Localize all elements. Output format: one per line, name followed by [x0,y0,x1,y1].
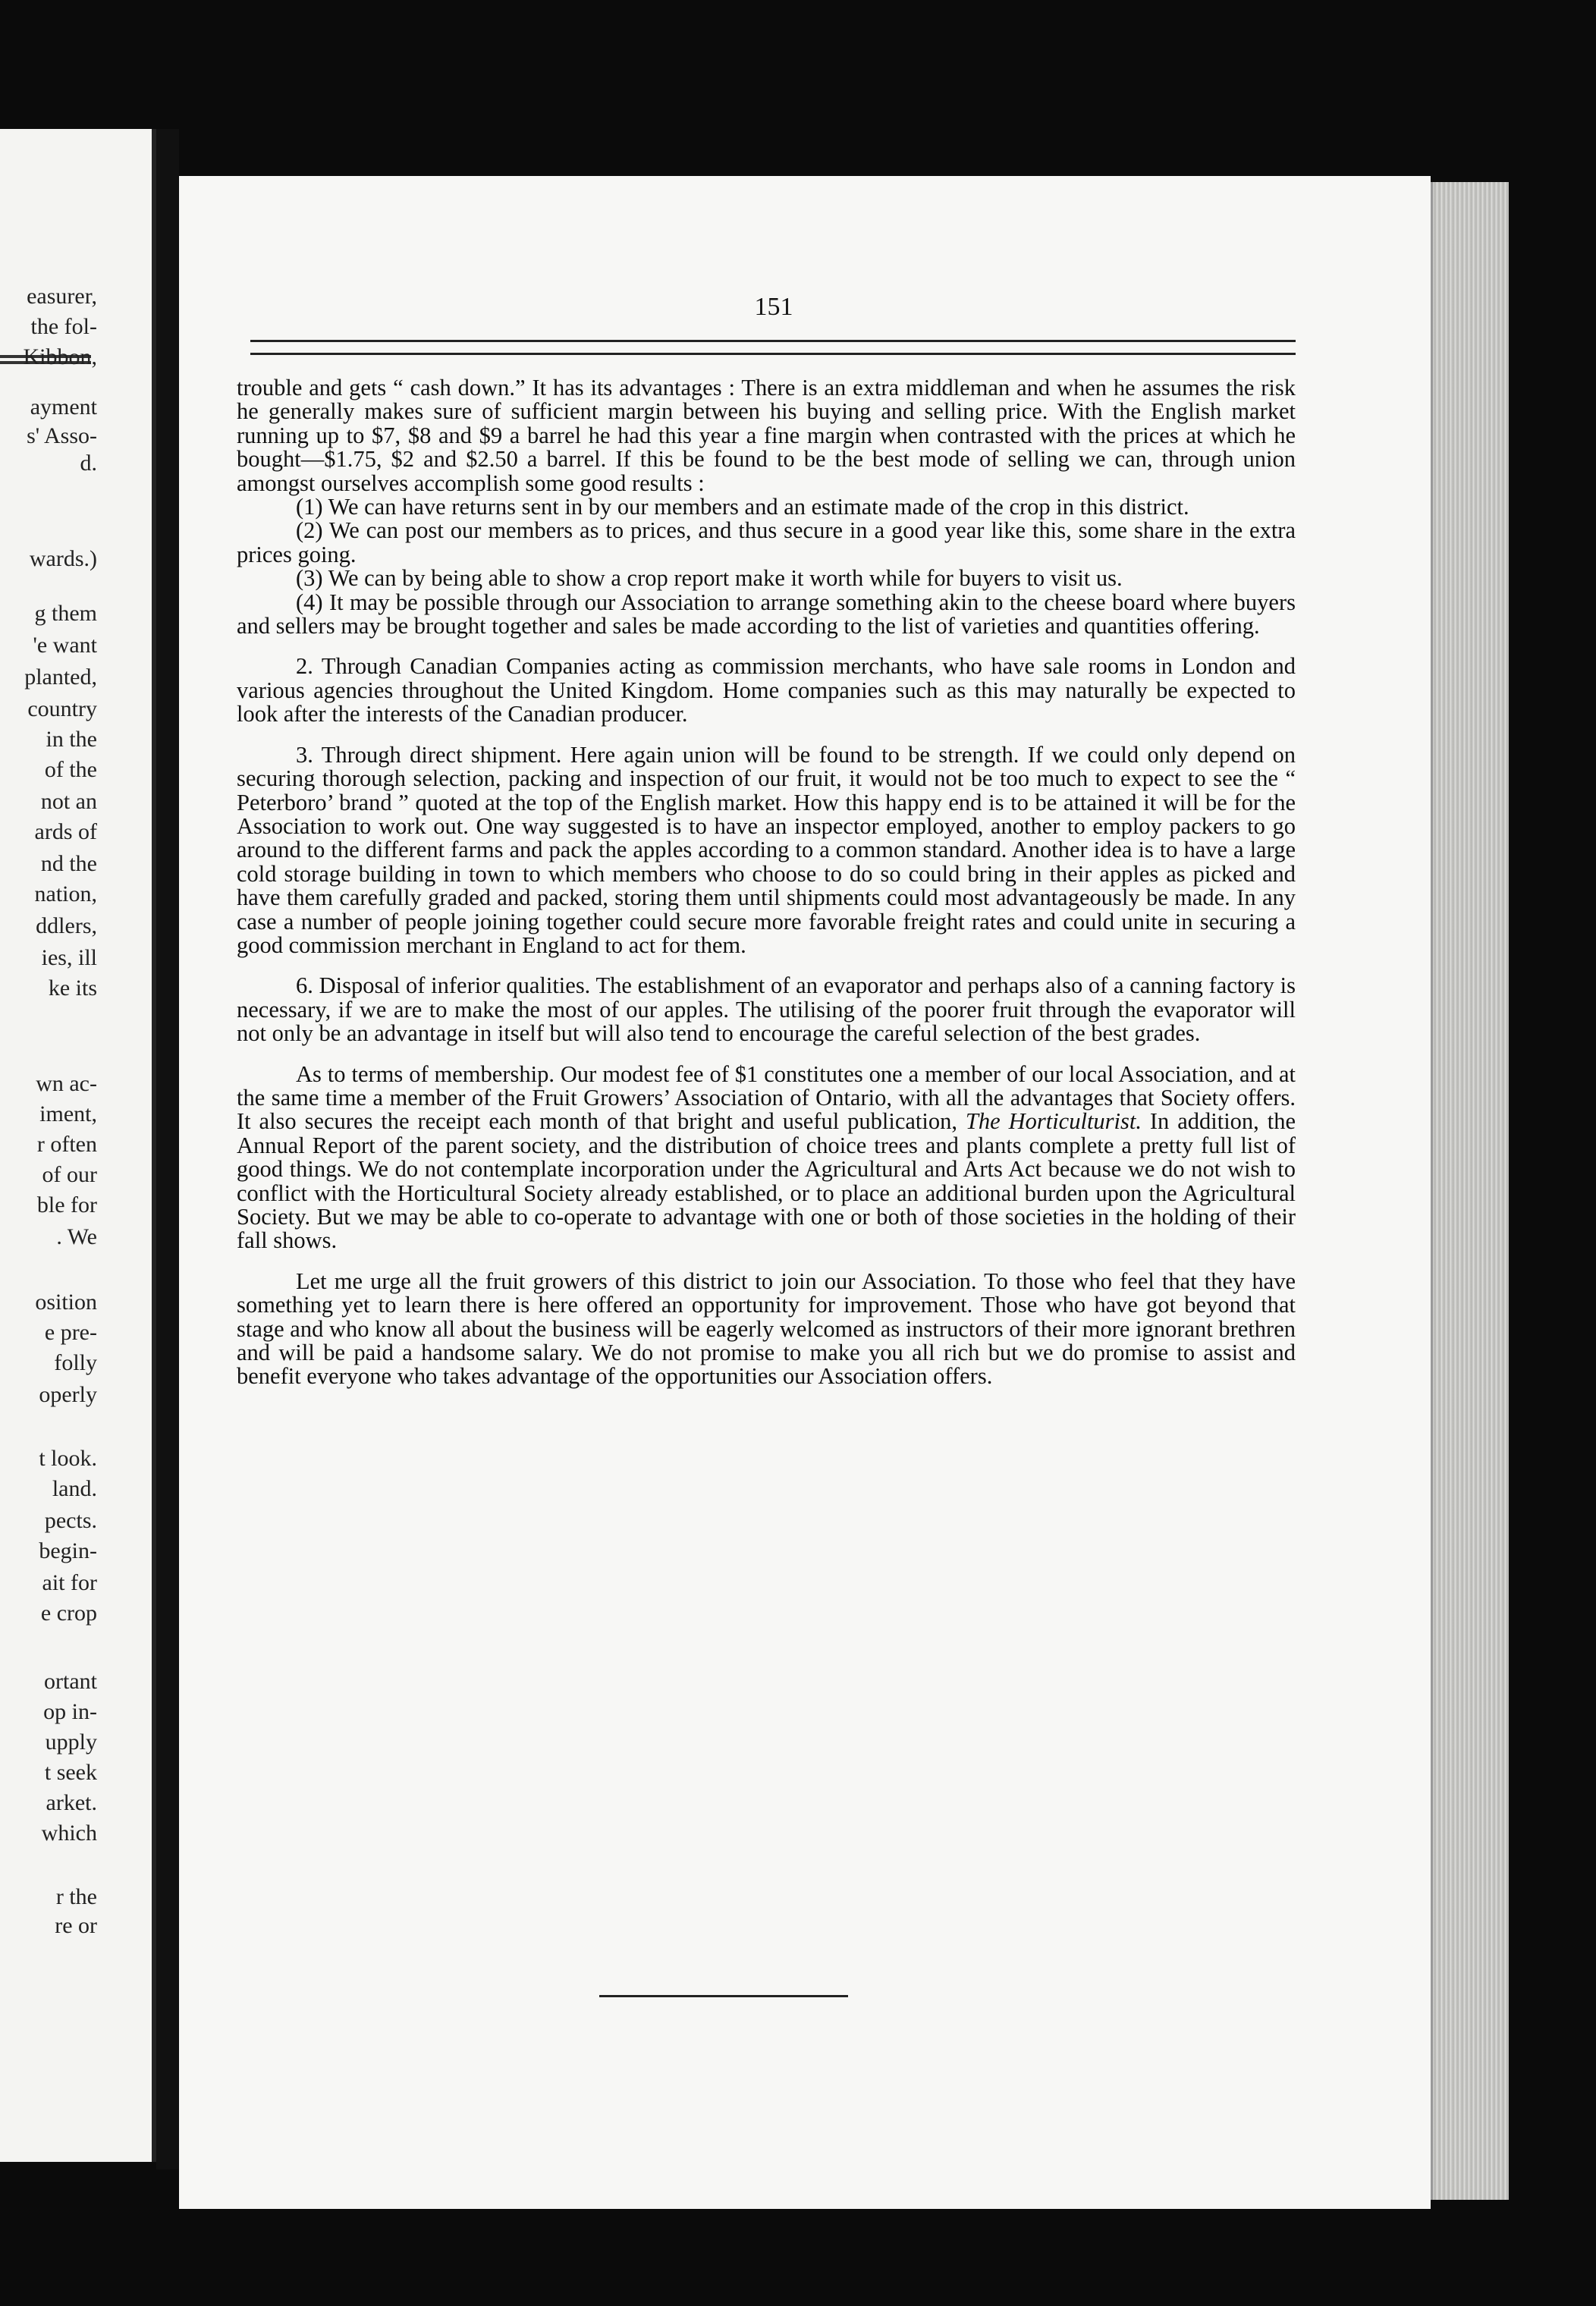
facing-page-line: r the [55,1884,97,1909]
paragraph: (2) We can post our members as to prices, and thus secure in a good year like this, some share in the extra prices going. [237,517,1296,567]
facing-page-line: country [27,696,97,721]
header-rule [250,340,1296,355]
facing-page-line: in the [46,727,97,752]
facing-page-line: ke its [48,975,97,1001]
facing-page-line: e crop [40,1601,97,1626]
facing-page-line: ait for [42,1570,97,1595]
facing-page-line: d. [80,451,97,476]
paragraph: (3) We can by being able to show a crop report make it worth while for buyers to visit us. [296,565,1123,592]
paragraph-text: In addition, the Annual Report of the parent society, and the distribution of choice trees and plants complete a pretty full list of good things. We do not contemplate incorporation under the Agricultural and Arts Act because we do not wish to conflict with the Horticultural Society already established, or to place an additional burden upon the Agricultural Society. But we may be able to co-operate to advantage with one or both of those societies in the holding of their fall shows. [237,1108,1296,1254]
facing-page-line: ayment [30,394,97,419]
facing-page-line: wards.) [29,546,97,571]
facing-page-line: 'e want [33,633,97,658]
book-gutter [156,129,179,2169]
facing-page-line: begin- [39,1538,97,1563]
paragraph: 3. Through direct shipment. Here again union will be found to be strength. If we could only depend on securing thorough selection, packing and inspection of our fruit, it would not be too much to expect to see the “ Peterboro’ brand ” quoted at the top of the English market. How this happy end is to be attained it will be for the Association to work out. One way suggested is to have an inspector employed, another to employ packers to go around to the different farms and pack the apples according to a common standard. Another idea is to have a large cold storage building in town to which members who choose to do so could bring in their apples as picked and have them carefully graded and packed, storing them until shipments could most advantageously be made. In any case a number of people joining together could secure more favorable freight rates and could unite in securing a good commission merchant in England to act for them. [237,741,1296,958]
paragraph: (4) It may be possible through our Association to arrange something akin to the cheese board where buyers and sellers may be brought together and sales be made according to the list of varieties and quantities offering. [237,589,1296,639]
facing-page-line: of the [44,757,97,782]
paragraph: Let me urge all the fruit growers of this district to join our Association. To those who feel that they have something yet to learn there is here offered an opportunity for improvement. Those who have got beyond that stage and who know all about the business will be eagerly welcomed as instructors of their more ignorant brethren and will be paid a handsome salary. We do not promise to make you all rich but we do promise to assist and benefit everyone who takes advantage of the opportunities our Association offers. [237,1268,1296,1390]
facing-page-line: ddlers, [36,913,97,938]
publication-title: The Horticulturist. [965,1108,1142,1135]
body-text [237,376,1296,1389]
facing-page-line: nd the [40,851,97,876]
facing-page-line: s' Asso- [27,423,97,448]
facing-page-line: osition [35,1290,97,1315]
facing-page-line: planted, [24,664,97,690]
page-stack-edge [1431,182,1509,2200]
facing-page-line: not an [40,789,97,814]
facing-page-line: nation, [34,881,97,906]
facing-page-line: r often [36,1132,97,1157]
facing-page-line: upply [45,1730,97,1755]
facing-page-line: folly [54,1350,97,1375]
facing-page-line: operly [39,1382,97,1407]
facing-page-line: t look. [39,1446,97,1471]
paragraph: (1) We can have returns sent in by our members and an estimate made of the crop in this district. [296,494,1189,520]
end-rule [599,1995,848,1997]
facing-page-line: easurer, [27,284,97,309]
facing-page-line: ortant [44,1669,97,1694]
facing-page-line: the fol- [30,314,97,339]
paragraph: trouble and gets “ cash down.” It has its advantages : There is an extra middleman and when he assumes the risk he generally makes sure of sufficient margin between his buying and selling price. With the English market running up to $7, $8 and $9 a barrel he had this year a fine margin when contrasted with the prices at which he bought—$1.75, $2 and $2.50 a barrel. If this be found to be the best mode of selling we can, through union amongst ourselves accomplish some good results : [237,375,1296,496]
facing-page-line: op in- [43,1699,97,1724]
facing-page-line: re or [55,1913,97,1938]
facing-page-line: ards of [34,819,97,844]
facing-page-line: arket. [46,1790,97,1815]
facing-page-line: ble for [36,1192,97,1217]
facing-page-line: of our [42,1162,97,1187]
facing-page-line: pects. [44,1508,97,1533]
paragraph-text: As to terms of membership. Our modest fee of $1 constitutes one a member of our local Association, and at the same time a member of the Fruit Growers’ Association of Ontario, with all the advantages that Society offers. It also secures the receipt each month of that bright and useful publication, [237,1060,1296,1135]
facing-page-line: e pre- [44,1320,97,1345]
facing-page-fragment [0,129,156,2162]
facing-page-line: ies, ill [41,945,97,970]
facing-page-line: g them [34,601,97,626]
paragraph: 6. Disposal of inferior qualities. The establishment of an evaporator and perhaps also of a canning factory is necessary, if we are to make the most of our apples. The utilising of the poorer fruit through the evaporator will not only be an advantage in itself but will also tend to encourage the careful selection of the best grades. [237,972,1296,1047]
paragraph [237,1060,1296,1254]
facing-page-line: . We [56,1224,97,1249]
facing-page-line: which [41,1821,97,1846]
facing-page-line: Kibbon, [23,344,97,369]
facing-page-line: t seek [44,1760,97,1785]
facing-page-line: iment, [39,1101,97,1126]
paragraph: 2. Through Canadian Companies acting as commission merchants, who have sale rooms in London and various agencies throughout the United Kingdom. Home companies such as this may naturally be expected to look after the interests of the Canadian producer. [237,653,1296,727]
page-number: 151 [754,293,793,321]
facing-page-line: land. [52,1476,97,1501]
facing-page-line: wn ac- [36,1071,97,1096]
